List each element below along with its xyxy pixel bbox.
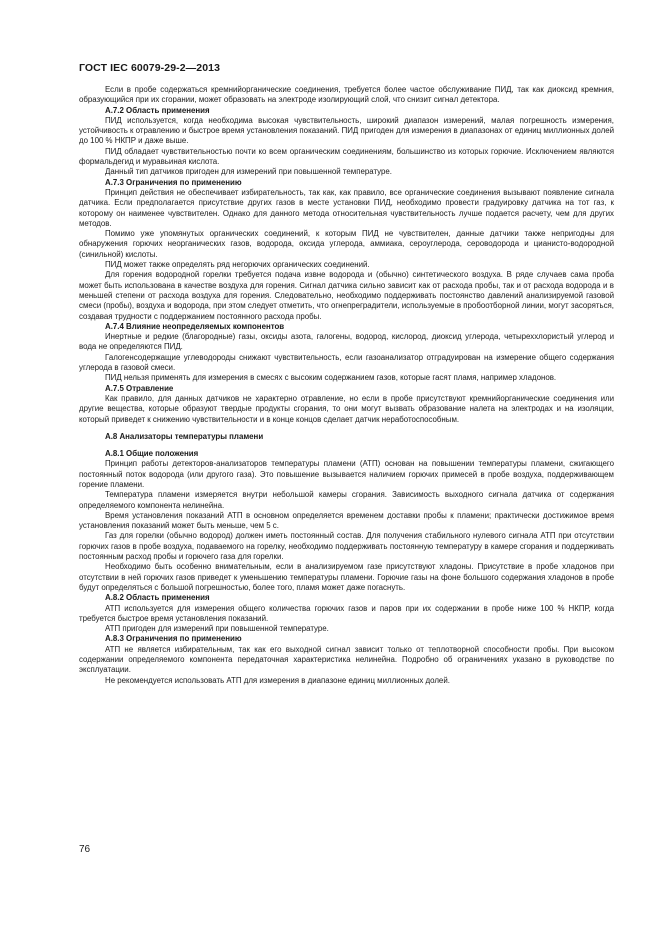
paragraph: Не рекомендуется использовать АТП для измерения в диапазоне единиц миллионных долей. [105, 675, 450, 685]
paragraph: Если в пробе содержаться кремнийорганические соединения, требуется более частое обслуживание ПИД, так как диоксид кремния, образующийся при их сгорании, может образовать на электроде изолирующий слой, что снизит сигнал детектора. [79, 85, 614, 105]
paragraph: ПИД может также определять ряд негорючих органических соединений. [105, 260, 370, 270]
paragraph: Температура пламени измеряется внутри небольшой камеры сгорания. Зависимость выходного сигнала датчика от содержания определяемого компонента нелинейна. [79, 490, 614, 510]
paragraph: Галогенсодержащие углеводороды снижают чувствительность, если газоанализатор отградуирован на измерение общего содержания углерода в газовой смеси. [79, 352, 614, 373]
section-heading-a81: А.8.1 Общие положения [105, 449, 199, 459]
paragraph: ПИД используется, когда необходима высокая чувствительность, широкий диапазон измерений, малая погрешность измерения, устойчивость к отравлению и быстрое время установления показаний. ПИД пригоден для измерения в диапазонах от единиц миллионных долей до 100 % НКПР и даже выше. [79, 115, 614, 146]
document-code-header: ГОСТ IEC 60079-29-2—2013 [79, 62, 221, 74]
paragraph: ПИД нельзя применять для измерения в смесях с высоким содержанием газов, которые гасят пламя, например хладонов. [105, 373, 557, 383]
page-number: 76 [79, 844, 91, 855]
paragraph: Принцип действия не обеспечивает избирательность, так как, как правило, все органические соединения вызывают появление сигнала датчика. Если предполагается присутствие других газов в месте установки ПИД, необходимо провести градуировку датчика на тот газ, к которому он наименее чувствителен. Однако для данного метода относительная чувствительность лучше подается расчету, чем для других методов. [79, 187, 614, 228]
paragraph: Время установления показаний АТП в основном определяется временем доставки пробы к пламени; практически достижимое время установления показаний может быть меньше, чем 5 с. [79, 510, 614, 531]
paragraph: Газ для горелки (обычно водород) должен иметь постоянный состав. Для получения стабильного нулевого сигнала АТП при отсутствии горючих газов в пробе воздуха, подаваемого на горелку, необходимо поддерживать постоянную температуру в камере сгорания и поддерживать постоянным расход пробы и горючего газа для горелки. [79, 531, 614, 562]
paragraph: Принцип работы детекторов-анализаторов температуры пламени (АТП) основан на повышении температуры пламени, сжигающего постоянный поток водорода (или другого газа). Это повышение вызывается наличием горючих примесей в пробе воздуха, поддерживающем горение пламени. [79, 459, 614, 489]
paragraph: Необходимо быть особенно внимательным, если в анализируемом газе присутствуют хладоны. Присутствие в пробе хладонов при отсутствии в ней горючих газов приведет к уменьшению температуры пламени. Горючие газы на фоне большого содержания хладонов в пробе будут определяться с большой погрешностью, более того, пламя может даже погаснуть. [79, 562, 614, 592]
paragraph: Данный тип датчиков пригоден для измерений при повышенной температуре. [105, 167, 392, 177]
section-heading-a72: А.7.2 Область применения [105, 105, 210, 115]
section-heading-a83: А.8.3 Ограничения по применению [105, 634, 242, 644]
section-heading-a75: А.7.5 Отравление [105, 383, 174, 393]
paragraph: Инертные и редкие (благородные) газы, оксиды азота, галогены, водород, кислород, диоксид углерода, четыреххлористый углерод и вода не определяются ПИД. [79, 332, 614, 352]
section-heading-a82: А.8.2 Область применения [105, 593, 210, 603]
paragraph: Для горения водородной горелки требуется подача извне водорода и (обычно) синтетического воздуха. В ряде случаев сама проба может быть использована в качестве воздуха для горения. Сигнал датчика сильно зависит как от расхода пробы, так и от расхода водорода и в меньшей степени от расхода воздуха для горения. Следовательно, необходимо поддерживать постоянство давлений анализируемой газовой смеси (пробы), воздуха и водорода, при этом следует отметить, что огнепреградители, используемые в пробоотборной линии, могут засоряться, создавая трудности с поддержанием постоянного расхода пробы. [79, 270, 614, 321]
paragraph: АТП не является избирательным, так как его выходной сигнал зависит только от теплотворной способности пробы. При высоком содержании определяемого компонента передаточная характеристика нелинейна. Подробно об ограничениях указано в руководстве по эксплуатации. [79, 644, 614, 675]
section-heading-a73: А.7.3 Ограничения по применению [105, 177, 242, 187]
paragraph: АТП пригоден для измерений при повышенной температуре. [105, 624, 329, 634]
section-heading-a74: А.7.4 Влияние неопределяемых компонентов [105, 321, 285, 331]
section-heading-a8: А.8 Анализаторы температуры пламени [105, 431, 264, 441]
paragraph: АТП используется для измерения общего количества горючих газов и паров при их содержании в пробе ниже 100 % НКПР, когда требуется быстрое время установления показаний. [79, 603, 614, 623]
paragraph: Помимо уже упомянутых органических соединений, к которым ПИД не чувствителен, данные датчики также непригодны для обнаружения горючих неорганических газов, водорода, оксида углерода, аммиака, сероуглерода, сероводорода и цианисто-водородной (синильной) кислоты. [79, 229, 614, 259]
page-body [79, 85, 614, 686]
paragraph: Как правило, для данных датчиков не характерно отравление, но если в пробе присутствуют кремнийорганические соединения или другие вещества, которые образуют твердые продукты сгорания, то они могут вызвать образование налета на электродах и на изоляции, который приведет к снижению чувствительности и в конце концов сделает датчик неработоспособным. [79, 393, 614, 424]
paragraph: ПИД обладает чувствительностью почти ко всем органическим соединениям, большинство из которых горючие. Исключением являются формальдегид и муравьиная кислота. [79, 146, 614, 167]
